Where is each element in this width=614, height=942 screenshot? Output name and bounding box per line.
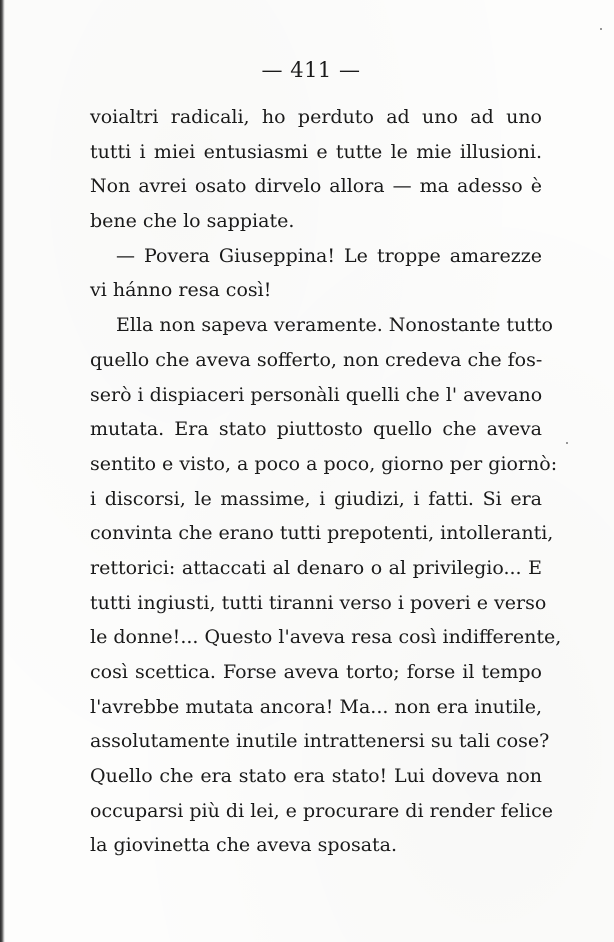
print-speck	[566, 442, 568, 444]
text-line: tutti ingiusti, tutti tiranni verso i poveri e verso	[90, 591, 547, 614]
text-line: tutti i miei entusiasmi e tutte le mie illusioni.	[90, 140, 542, 163]
text-line: voialtri radicali, ho perduto ad uno ad uno	[90, 106, 542, 128]
page-number: — 411 —	[261, 58, 361, 82]
text-line: — Povera Giuseppina! Le troppe amarezze	[116, 244, 542, 267]
text-line: i discorsi, le massime, i giudizi, i fatti. Si era	[90, 487, 542, 510]
text-line: vi hánno resa così!	[90, 279, 272, 302]
text-line: mutata. Era stato piuttosto quello che aveva	[90, 418, 542, 441]
text-line: quello che aveva sofferto, non credeva che fos-	[90, 348, 543, 371]
text-line: Quello che era stato era stato! Lui doveva non	[90, 765, 542, 788]
text-line: rettorici: attaccati al denaro o al privilegio... E	[90, 556, 542, 579]
text-line: Ella non sapeva veramente. Nonostante tutto	[116, 314, 553, 337]
text-line: le donne!... Questo l'aveva resa così indifferente,	[90, 626, 562, 649]
text-line: la giovinetta che aveva sposata.	[90, 834, 398, 857]
text-line: Non avrei osato dirvelo allora — ma adesso è	[90, 175, 542, 198]
text-line: convinta che erano tutti prepotenti, intolleranti,	[90, 522, 554, 545]
text-line: occuparsi più di lei, e procurare di render felice	[90, 799, 553, 822]
page-binding-edge	[0, 0, 5, 942]
body-text	[90, 100, 562, 863]
text-line: serò i dispiaceri personàli quelli che l' avevano	[90, 383, 543, 406]
text-line: l'avrebbe mutata ancora! Ma... non era inutile,	[90, 695, 542, 718]
print-speck	[600, 28, 602, 30]
text-line: assolutamente inutile intrattenersi su tali cose?	[90, 730, 550, 753]
text-line: sentito e visto, a poco a poco, giorno per giornò:	[90, 452, 558, 475]
text-line: bene che lo sappiate.	[90, 210, 295, 233]
text-line: così scettica. Forse aveva torto; forse il tempo	[90, 661, 542, 683]
